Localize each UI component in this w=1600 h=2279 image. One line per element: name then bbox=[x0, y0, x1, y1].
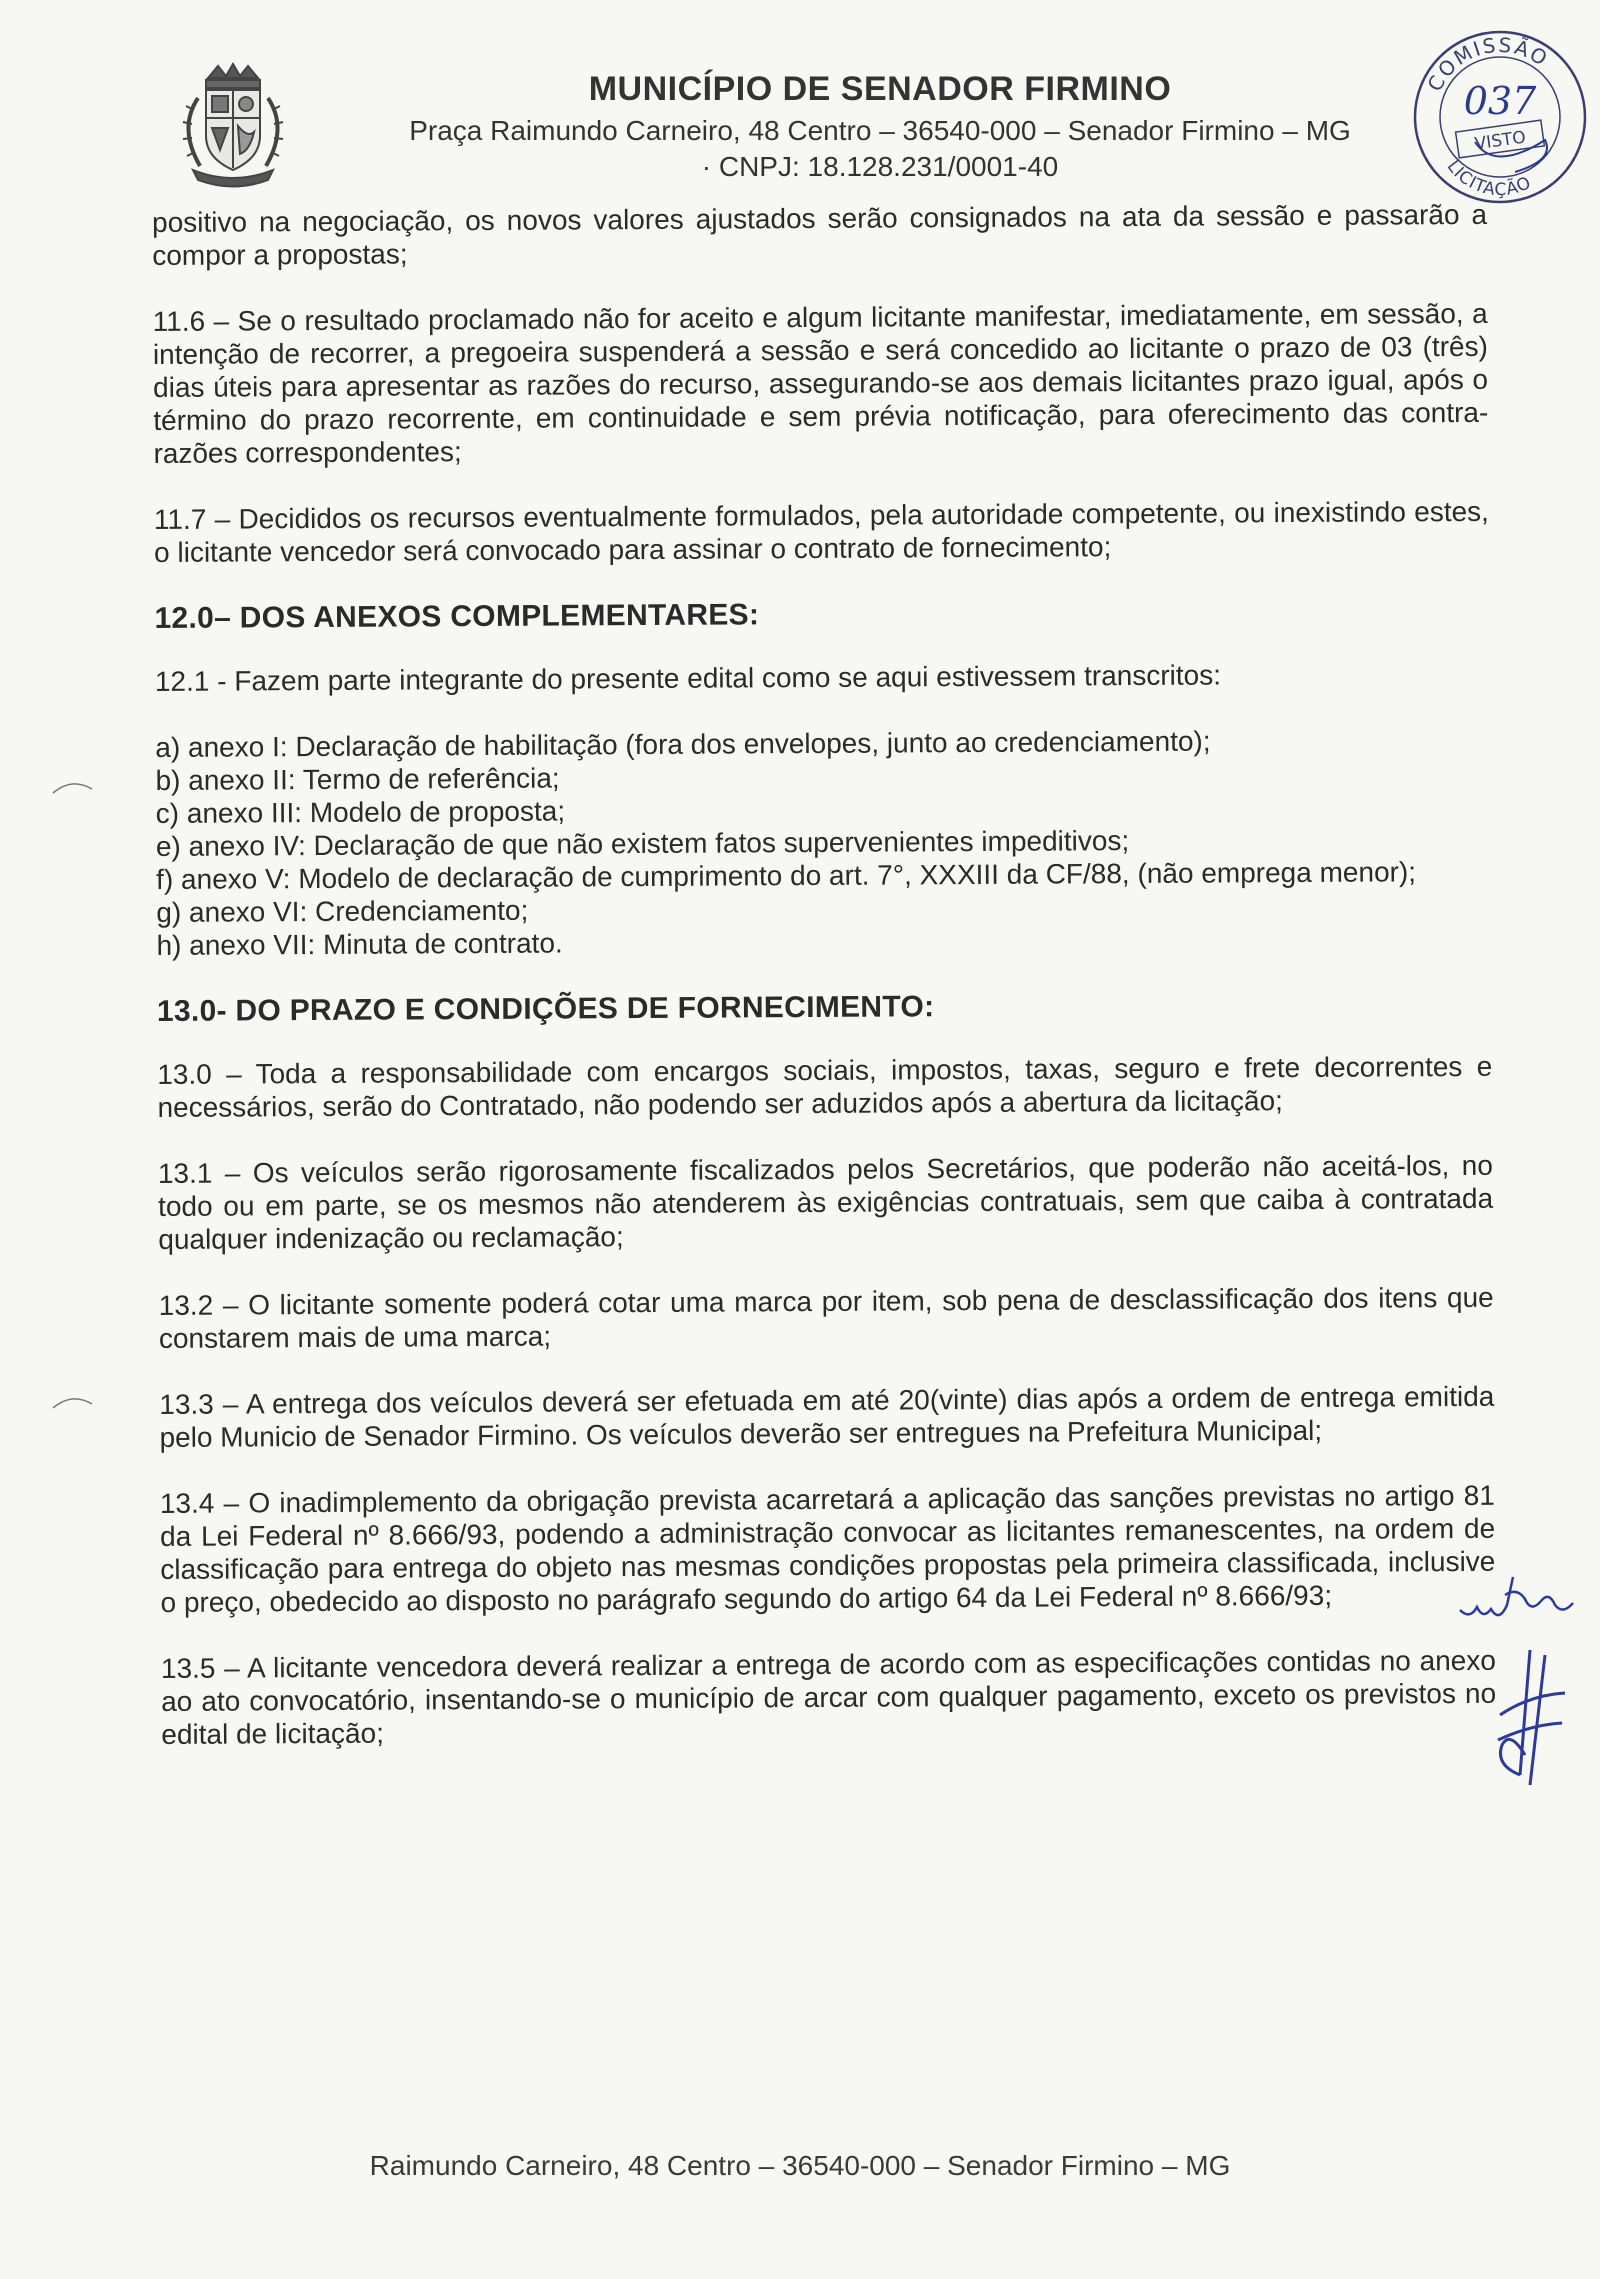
annex-item: f) anexo V: Modelo de declaração de cumprimento do art. 7°, XXXIII da CF/88, (não emprega menor); bbox=[156, 856, 1417, 895]
annex-item: e) anexo IV: Declaração de que não existem fatos supervenientes impeditivos; bbox=[155, 825, 1130, 862]
stamp-bottom-text: LICITAÇÃO bbox=[1442, 156, 1535, 201]
commission-stamp bbox=[1405, 22, 1595, 212]
punch-hole-mark-lower bbox=[50, 1390, 96, 1414]
section-heading-13: 13.0- DO PRAZO E CONDIÇÕES DE FORNECIMENTO: bbox=[156, 990, 935, 1028]
handwritten-initials-top bbox=[1455, 1565, 1585, 1635]
paragraph-intro: positivo na negociação, os novos valores ajustados serão consignados na ata da sessão e passarão a compor a propostas; bbox=[152, 198, 1488, 271]
municipality-name: MUNICÍPIO DE SENADOR FIRMINO bbox=[588, 70, 1172, 108]
annex-item: g) anexo VI: Credenciamento; bbox=[156, 894, 529, 928]
paragraph-11-6: 11.6 – Se o resultado proclamado não for aceito e algum licitante manifestar, imediatamente, em sessão, a intenção de recorrer, a pregoeira suspenderá a sessão e será concedido ao licitante o prazo de 03 (três) dias úteis para apresentar as razões do recurso, assegurando-se aos demais licitantes prazo igual, após o término do prazo recorrente, em continuidade e sem prévia notificação, para oferecimento das contra-razões correspondentes; bbox=[152, 297, 1489, 469]
stamp-middle-text: VISTO bbox=[1473, 127, 1528, 155]
page-footer bbox=[0, 2150, 1600, 2182]
handwritten-signature bbox=[1490, 1645, 1570, 1795]
section-heading-12: 12.0– DOS ANEXOS COMPLEMENTARES: bbox=[154, 598, 760, 635]
footer-address: Raimundo Carneiro, 48 Centro – 36540-000 – Senador Firmino – MG bbox=[369, 2150, 1231, 2181]
annex-item: b) anexo II: Termo de referência; bbox=[155, 762, 560, 796]
stamp-top-text: COMISSÃO bbox=[1422, 32, 1554, 96]
punch-hole-mark-upper bbox=[50, 775, 96, 799]
paragraph-13-5: 13.5 – A licitante vencedora deverá realizar a entrega de acordo com as especificações contidas no anexo ao ato convocatório, insentando-se o município de arcar com qualquer pagamento, exceto os previstos no edital de licitação; bbox=[160, 1644, 1497, 1750]
paragraph-13-3: 13.3 – A entrega dos veículos deverá ser efetuada em até 20(vinte) dias após a ordem de entrega emitida pelo Municio de Senador Firmino. Os veículos deverão ser entregues na Prefeitura Municipal; bbox=[159, 1380, 1495, 1453]
paragraph-13-2: 13.2 – O licitante somente poderá cotar uma marca por item, sob pena de desclassificação dos itens que constarem mais de uma marca; bbox=[158, 1281, 1494, 1354]
paragraph-13-1: 13.1 – Os veículos serão rigorosamente fiscalizados pelos Secretários, que poderão não aceitá-los, no todo ou em parte, se os mesmos não atenderem às exigências contratuais, sem que caiba à contratada qualquer indenização ou reclamação; bbox=[157, 1149, 1494, 1255]
paragraph-11-7: 11.7 – Decididos os recursos eventualmente formulados, pela autoridade competente, ou inexistindo estes, o licitante vencedor será convocado para assinar o contrato de fornecimento; bbox=[153, 495, 1489, 568]
svg-text:LICITAÇÃO bbox=[1443, 157, 1535, 200]
paragraph-13-0: 13.0 – Toda a responsabilidade com encargos sociais, impostos, taxas, seguro e frete decorrentes e necessários, serão do Contratado, não podendo ser aduzidos após a abertura da licitação; bbox=[157, 1050, 1493, 1123]
letterhead-cnpj: · CNPJ: 18.128.231/0001-40 bbox=[701, 151, 1059, 182]
stamp-number: 037 bbox=[1463, 79, 1537, 123]
paragraph-12-1: 12.1 - Fazem parte integrante do presente edital como se aqui estivessem transcritos: bbox=[154, 659, 1222, 697]
paragraph-13-4: 13.4 – O inadimplemento da obrigação prevista acarretará a aplicação das sanções previstas no artigo 81 da Lei Federal nº 8.666/93, podendo a administração convocar as licitantes remanescentes, na ordem de classificação para entrega do objeto nas mesmas condições propostas pela primeira classificada, inclusive o preço, obedecido ao disposto no parágrafo segundo do artigo 64 da Lei Federal nº 8.666/93; bbox=[159, 1479, 1496, 1618]
annex-item: c) anexo III: Modelo de proposta; bbox=[155, 795, 566, 829]
municipal-crest-icon bbox=[168, 58, 298, 193]
letterhead-address: Praça Raimundo Carneiro, 48 Centro – 36540-000 – Senador Firmino – MG bbox=[409, 115, 1351, 146]
annex-list bbox=[155, 723, 1491, 962]
annex-item: h) anexo VII: Minuta de contrato. bbox=[156, 927, 563, 961]
document-body bbox=[152, 198, 1497, 1784]
letterhead bbox=[380, 70, 1380, 183]
annex-item: a) anexo I: Declaração de habilitação (fora dos envelopes, junto ao credenciamento); bbox=[155, 725, 1211, 763]
